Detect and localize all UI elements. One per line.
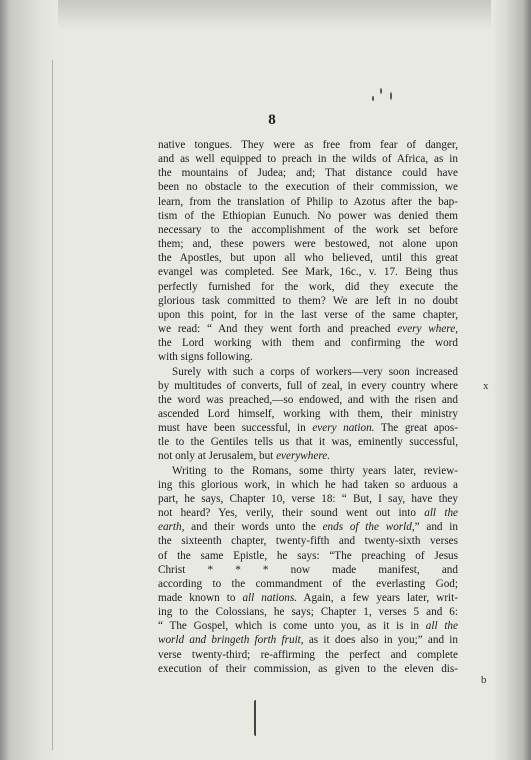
text-line: and as well equipped to preach in the wilds of Africa, as in xyxy=(158,153,458,166)
page-margin-edge xyxy=(52,60,53,750)
text-line: evangel was completed. See Mark, 16c., v. 17. Being thus xyxy=(158,266,458,279)
italic-phrase: earth, xyxy=(158,521,185,534)
text-line: been no obstacle to the execution of their commission, we xyxy=(158,181,458,194)
text-line xyxy=(158,506,458,520)
scan-right-shadow xyxy=(491,0,531,760)
text-line xyxy=(158,619,458,633)
text-line: Christ * * * now made manifest, and xyxy=(158,563,458,576)
italic-phrase: all the xyxy=(425,620,458,633)
italic-phrase: all the xyxy=(424,507,459,520)
text-run: not heard? Yes, verily, their sound went out into xyxy=(158,507,425,520)
text-line: perfectly furnished for the work, did they execute the xyxy=(158,280,458,293)
text-line: glorious task committed to them? We are left in no doubt xyxy=(158,294,458,307)
scan-top-shadow xyxy=(0,0,531,30)
text-line: by multitudes of converts, full of zeal, in every country where xyxy=(158,379,458,392)
text-line: tism of the Ethiopian Eunuch. No power was denied them xyxy=(158,209,458,222)
text-line: tle to the Gentiles tells us that it was, eminently successful, xyxy=(158,436,458,449)
text-line: the Lord working with them and confirming the word xyxy=(158,337,458,350)
text-line xyxy=(158,633,458,647)
text-line: the mountains of Judea; and; That distance could have xyxy=(158,167,458,180)
body-text xyxy=(158,138,458,676)
text-line: ascended Lord himself, working with them, their ministry xyxy=(158,407,458,420)
scan-left-shadow xyxy=(0,0,58,760)
text-run: as it does also in you;” and in xyxy=(303,634,458,647)
text-line: the sixteenth chapter, twenty-fifth and twenty-sixth verses xyxy=(158,535,458,548)
italic-phrase: all nations. xyxy=(242,592,298,604)
page-number: 8 xyxy=(268,112,276,128)
text-line: necessary to the accomplishment of the work set before xyxy=(158,223,458,236)
text-line: ing to the Colossians, he says; Chapter 1, verses 5 and 6: xyxy=(158,606,458,619)
italic-phrase: world and bringeth forth fruit, xyxy=(158,634,304,647)
text-run: and their words unto the xyxy=(184,521,323,534)
text-line: learn, from the translation of Philip to Azotus after the bap- xyxy=(158,195,458,208)
italic-phrase: every nation. xyxy=(312,422,375,435)
text-run: must have been successful, in xyxy=(158,422,313,435)
marginal-mark: x xyxy=(483,380,489,392)
scan-speck xyxy=(380,88,382,94)
text-line: according to the commandment of the everlasting God; xyxy=(158,577,458,590)
text-line: them; and, these powers were bestowed, not alone upon xyxy=(158,238,458,251)
text-run: we read: “ And they went forth and preached xyxy=(158,323,398,336)
text-line: Writing to the Romans, some thirty years later, review- xyxy=(172,464,458,477)
italic-phrase: ends of the world, xyxy=(322,521,415,534)
text-run: “ The Gospel, which is come unto you, as it is in xyxy=(158,620,426,633)
text-run: not only at Jerusalem, but xyxy=(158,450,277,463)
scan-speck xyxy=(390,92,392,100)
text-line: verse twenty-third; re-affirming the perfect and complete xyxy=(158,648,458,661)
text-run: The great apos- xyxy=(374,422,458,435)
ink-stroke-mark xyxy=(254,700,259,736)
text-line: the word was preached,—so endowed, and with the risen and xyxy=(158,393,458,406)
text-line: the Apostles, but upon all who believed, until this great xyxy=(158,252,458,265)
text-line: with signs following. xyxy=(158,351,253,364)
text-run: Again, a few years later, writ- xyxy=(297,592,458,604)
scan-speck xyxy=(372,96,374,101)
italic-phrase: everywhere. xyxy=(276,450,331,463)
text-line xyxy=(158,520,458,534)
text-line xyxy=(158,449,458,463)
text-line xyxy=(158,421,458,435)
text-line xyxy=(158,322,458,336)
text-line: ing this glorious work, in which he had taken so arduous a xyxy=(158,478,458,491)
text-line xyxy=(158,591,458,605)
marginal-mark: b xyxy=(481,674,487,686)
text-run: ” and in xyxy=(414,521,458,534)
text-line: Surely with such a corps of workers—very soon increased xyxy=(172,365,458,378)
text-line: part, he says, Chapter 10, verse 18: “ But, I say, have they xyxy=(158,492,458,505)
text-line: of the same Epistle, he says: “The preaching of Jesus xyxy=(158,549,458,562)
text-line: execution of their commission, as given to the eleven dis- xyxy=(158,662,458,675)
text-line: upon this point, for in the last verse of the same chapter, xyxy=(158,308,458,321)
text-line: native tongues. They were as free from fear of danger, xyxy=(158,139,458,151)
text-run: made known to xyxy=(158,592,243,604)
italic-phrase: every where, xyxy=(397,323,458,336)
